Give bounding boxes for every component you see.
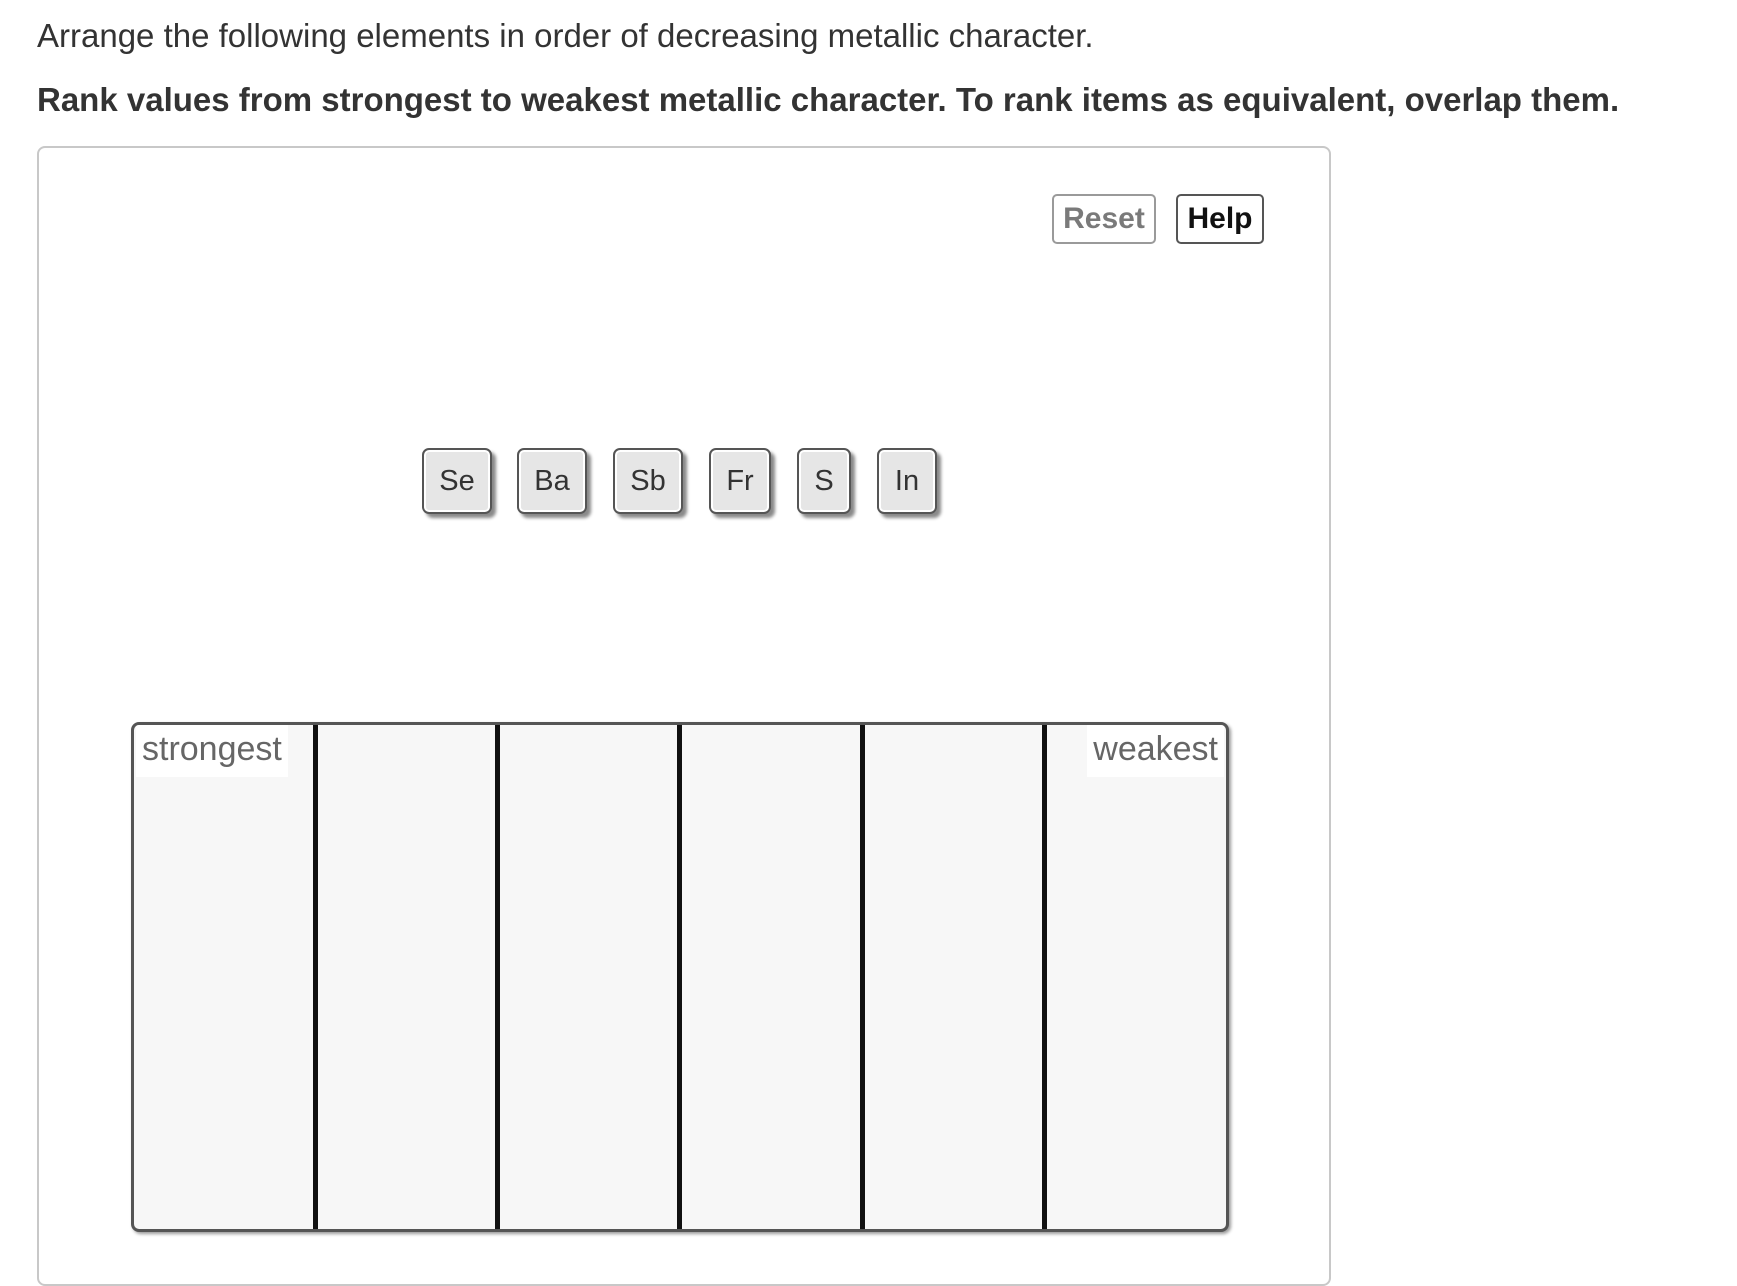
rank-slot-6[interactable] — [1047, 725, 1229, 1229]
tile-fr[interactable]: Fr — [709, 448, 771, 514]
rank-slot-4[interactable] — [682, 725, 861, 1229]
tile-s[interactable]: S — [797, 448, 851, 514]
tile-ba[interactable]: Ba — [517, 448, 587, 514]
strongest-label: strongest — [136, 725, 288, 777]
tile-sb[interactable]: Sb — [613, 448, 683, 514]
question-prompt: Arrange the following elements in order of decreasing metallic character. — [37, 17, 1094, 54]
ranking-drop-area[interactable] — [131, 722, 1229, 1232]
rank-slot-5[interactable] — [865, 725, 1044, 1229]
help-button[interactable]: Help — [1176, 194, 1264, 244]
rank-slot-2[interactable] — [318, 725, 497, 1229]
tile-se[interactable]: Se — [422, 448, 492, 514]
reset-button[interactable]: Reset — [1052, 194, 1156, 244]
tile-in[interactable]: In — [877, 448, 937, 514]
ranking-panel — [37, 146, 1331, 1286]
ranking-instruction: Rank values from strongest to weakest metallic character. To rank items as equivalent, overlap them. — [37, 81, 1620, 118]
rank-slot-1[interactable] — [134, 725, 316, 1229]
weakest-label: weakest — [1087, 725, 1224, 777]
rank-slot-3[interactable] — [500, 725, 679, 1229]
